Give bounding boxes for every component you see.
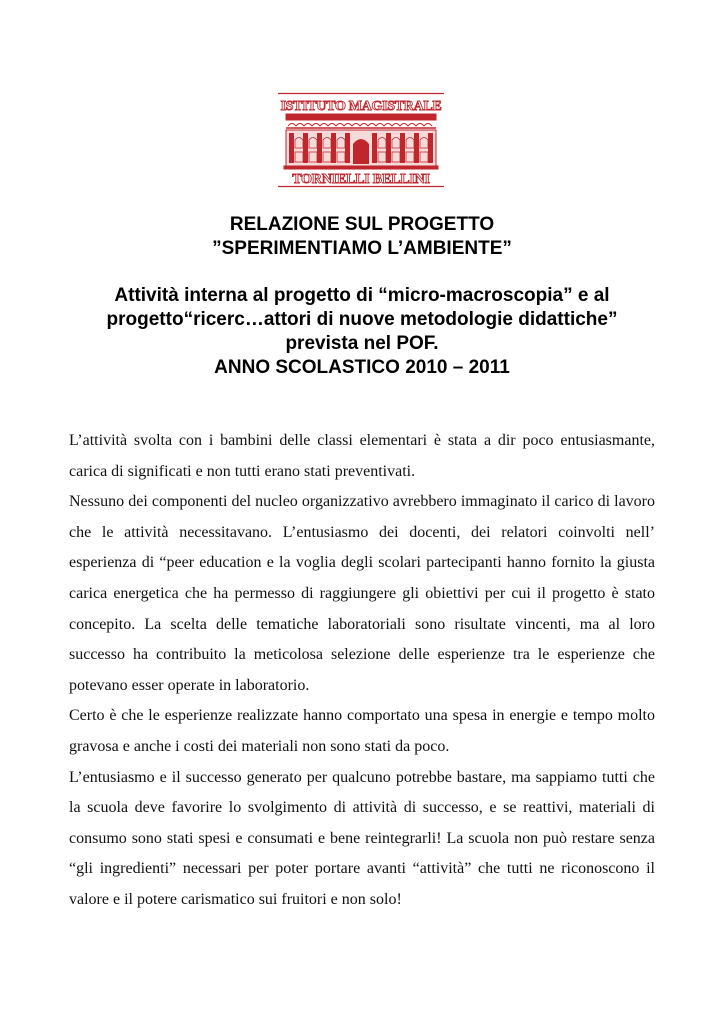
paragraph-4: L’entusiasmo e il successo generato per qualcuno potrebbe bastare, ma sappiamo tutti che la scuola deve favorire lo svolgimento di attività di successo, e se reattivi, materiali di consumo sono stati spesi e consumati e bene reintegrarli! La scuola non può restare senza “gli ingredienti” necessari per poter portare avanti “attività” che tutti ne riconoscono il valore e il potere carismatico sui fruitori e non solo! [69,768,655,908]
paragraph-2: Nessuno dei componenti del nucleo organizzativo avrebbero immaginato il carico di lavoro che le attività necessitavano. L’entusiasmo dei docenti, dei relatori coinvolti nell’ esperienza di “peer education e la voglia degli scolari partecipanti hanno fornito la giusta carica energetica che ha permesso di raggiungere gli obiettivi per cui il progetto è stato concepito. La scelta delle tematiche laboratoriali sono risultate vincenti, ma al loro successo ha contribuito la meticolosa selezione delle esperienze tra le esperienze che potevano esser operate in laboratorio. [69,493,655,694]
subtitle-line-1: Attività interna al progetto di “micro-macroscopia” e al [114,285,610,306]
report-body [69,426,655,916]
paragraph-1: L’attività svolta con i bambini delle classi elementari è stata a dir poco entusiasmante, carica di significati e non tutti erano stati preventivati. [69,432,655,480]
logo-text-top: ISTITUTO MAGISTRALE [280,99,442,114]
logo-text-bottom: TORNIELLI BELLINI [292,172,430,187]
subtitle-line-2: progetto“ricerc…attori di nuove metodologie didattiche” [106,309,618,330]
school-year: ANNO SCOLASTICO 2010 – 2011 [214,357,510,378]
title-block [60,213,664,380]
subtitle-line-3: prevista nel POF. [285,333,439,354]
paragraph-3: Certo è che le esperienze realizzate hanno comportato una spesa in energie e tempo molto gravosa e anche i costi dei materiali non sono stati da poco. [69,707,655,755]
school-logo [276,92,446,188]
building-icon [284,114,438,169]
title-line-1: RELAZIONE SUL PROGETTO [229,214,495,235]
title-line-2: ”SPERIMENTIAMO L’AMBIENTE” [212,238,512,259]
